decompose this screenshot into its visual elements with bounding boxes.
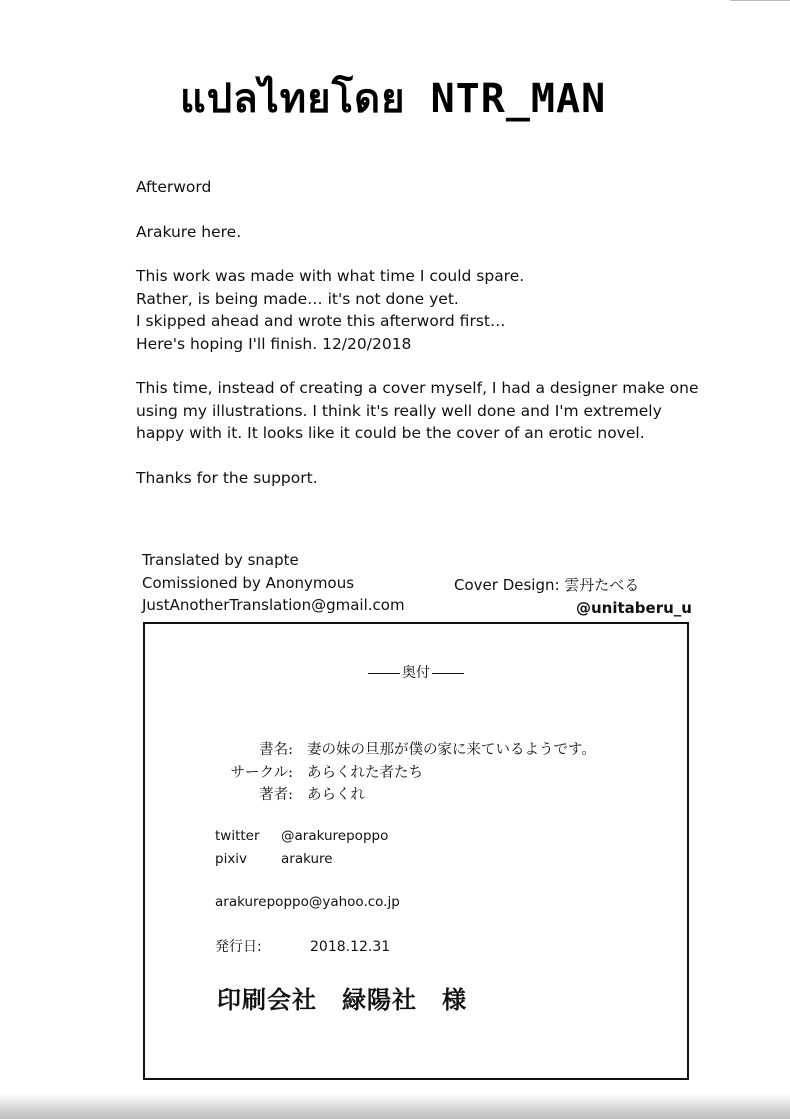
cover-design-label: Cover Design: 雲丹たべる (454, 576, 640, 594)
author-label: 著者: (259, 787, 293, 803)
translator-credit-title: แปลไทยโดย NTR_MAN (180, 76, 607, 122)
afterword-closing: Thanks for the support. (136, 468, 318, 487)
afterword-line: using my illustrations. I think it's really well done and I'm extremely (136, 401, 662, 420)
cover-design-credit (454, 574, 692, 619)
afterword-line: Here's hoping I'll finish. 12/20/2018 (136, 334, 412, 353)
afterword-line: This time, instead of creating a cover myself, I had a designer make one (136, 379, 699, 397)
afterword-line: This work was made with what time I could spare. (136, 267, 525, 285)
book-title-label: 書名: (259, 742, 293, 758)
afterword-line: I skipped ahead and wrote this afterword first… (136, 312, 506, 330)
pixiv-row (215, 851, 333, 867)
heading-dash-left (368, 673, 400, 674)
printer-credit: 印刷会社 緑陽社 様 (217, 986, 467, 1014)
pixiv-id: arakure (281, 851, 333, 867)
circle-row (215, 761, 423, 782)
corner-line (730, 0, 790, 4)
circle-value: あらくれた者たち (307, 765, 423, 781)
circle-label: サークル: (230, 765, 293, 781)
author-row (215, 783, 365, 804)
afterword-line: Rather, is being made… it's not done yet. (136, 289, 459, 308)
afterword-paragraph-1 (136, 265, 696, 355)
afterword-greeting: Arakure here. (136, 222, 242, 241)
author-value: あらくれ (307, 787, 365, 803)
afterword-line: happy with it. It looks like it could be the cover of an erotic novel. (136, 424, 645, 442)
book-title-row (215, 738, 596, 759)
heading-dash-right (432, 673, 464, 674)
cover-designer-handle: @unitaberu_u (576, 598, 692, 617)
book-title-value: 妻の妹の旦那が僕の家に来ているようです。 (307, 742, 596, 758)
author-email: arakurepoppo@yahoo.co.jp (215, 894, 400, 910)
pixiv-label: pixiv (215, 851, 248, 867)
page-bottom-shadow (0, 1093, 790, 1119)
translation-credits (142, 549, 405, 617)
translated-by: Translated by snapte (142, 551, 299, 569)
afterword-heading: Afterword (136, 178, 212, 196)
publish-date-value: 2018.12.31 (310, 939, 391, 955)
twitter-label: twitter (215, 828, 260, 844)
afterword-section (136, 176, 699, 511)
twitter-row (215, 828, 388, 844)
afterword-paragraph-2 (136, 377, 699, 445)
publish-date-row (215, 936, 390, 956)
twitter-handle: @arakurepoppo (281, 828, 389, 844)
publish-date-label: 発行日: (215, 939, 262, 955)
commissioned-by: Comissioned by Anonymous (142, 573, 355, 592)
colophon-heading (145, 662, 687, 682)
contact-email: JustAnotherTranslation@gmail.com (142, 596, 405, 614)
colophon-heading-text: 奥付 (402, 665, 430, 681)
colophon-box (143, 622, 689, 1080)
